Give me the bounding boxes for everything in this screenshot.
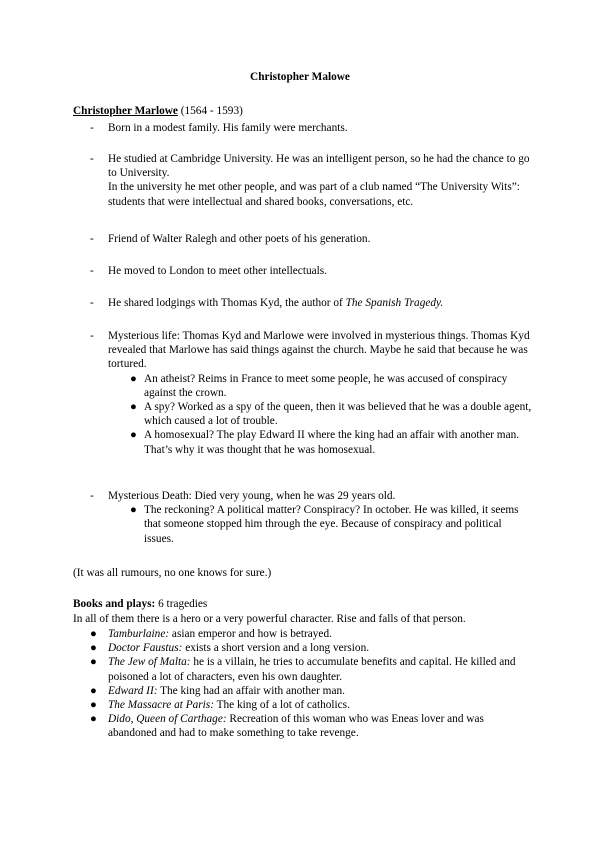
bullet-icon: ● — [130, 401, 137, 414]
rumours-note: (It was all rumours, no one knows for sure.) — [73, 567, 272, 579]
dash-marker: - — [90, 490, 94, 502]
books-intro: In all of them there is a hero or a very powerful character. Rise and falls of that person. — [73, 613, 466, 625]
list-item — [73, 232, 533, 246]
dash-marker: - — [90, 297, 94, 309]
sub-item-text: A spy? Worked as a spy of the queen, then it was believed that he was a double agent, which caused a lot of trouble. — [144, 401, 532, 428]
dash-marker: - — [90, 233, 94, 245]
item-text: Mysterious Death: Died very young, when he was 29 years old. — [108, 490, 396, 502]
book-desc: The king had an affair with another man. — [157, 684, 345, 697]
dash-marker: - — [90, 265, 94, 277]
page-title: Christopher Malowe — [250, 71, 350, 83]
bullet-icon: ● — [90, 656, 97, 669]
book-title: The Massacre at Paris: — [108, 699, 214, 712]
item-text — [108, 296, 533, 310]
author-name: Christopher Marlowe — [73, 105, 178, 117]
books-list — [73, 627, 533, 741]
item-text: Friend of Walter Ralegh and other poets of his generation. — [108, 233, 371, 245]
list-item — [73, 329, 533, 457]
book-desc: he is a villain, he tries to accumulate benefits and capital. He killed and poisoned a lot of characters, even his own daughter. — [108, 656, 516, 683]
item-text: He moved to London to meet other intellectuals. — [108, 265, 327, 277]
book-title: Edward II: — [108, 684, 158, 697]
book-desc: Recreation of this woman who was Eneas lover and was abandoned and had to make something to take revenge. — [108, 713, 484, 740]
dash-marker: - — [90, 153, 94, 165]
dash-marker: - — [90, 330, 94, 342]
item-text: He studied at Cambridge University. He was an intelligent person, so he had the chance to go to University. — [108, 153, 530, 180]
book-title: Dido, Queen of Carthage: — [108, 713, 227, 726]
sub-list-item — [108, 372, 533, 400]
list-item — [73, 489, 533, 546]
books-heading — [73, 597, 207, 611]
author-heading — [73, 104, 243, 118]
book-item — [73, 698, 533, 712]
item-text-prefix: He shared lodgings with Thomas Kyd, the author of — [108, 297, 346, 309]
list-item — [73, 264, 533, 278]
book-item — [73, 655, 533, 683]
list-item — [73, 152, 533, 209]
books-count: 6 tragedies — [158, 598, 208, 610]
item-text: In the university he met other people, and was part of a club named “The University Wits”: students that were intellectual and shared books, conversations, etc. — [108, 181, 520, 208]
book-title: Tamburlaine: — [108, 628, 170, 640]
item-text: Born in a modest family. His family were merchants. — [108, 122, 348, 134]
book-title: The Jew of Malta: — [108, 656, 191, 669]
book-desc: exists a short version and a long version. — [182, 642, 370, 655]
author-dates: (1564 - 1593) — [180, 105, 243, 117]
sub-item-text: The reckoning? A political matter? Conspiracy? In october. He was killed, it seems that someone stopped him through the eye. Because of conspiracy and political issues. — [144, 504, 519, 545]
book-item — [73, 712, 533, 740]
list-item — [73, 296, 533, 310]
book-desc: The king of a lot of catholics. — [213, 699, 350, 712]
book-title: The Spanish Tragedy. — [345, 297, 444, 309]
item-text: Mysterious life: Thomas Kyd and Marlowe were involved in mysterious things. Thomas Kyd revealed that Marlowe has said things against the church. Maybe he said that because he was tortured. — [108, 330, 530, 371]
sub-item-text: A homosexual? The play Edward II where the king had an affair with another man. That’s why it was thought that he was homosexual. — [144, 429, 520, 456]
sub-list — [108, 372, 533, 457]
bullet-icon: ● — [90, 684, 97, 697]
bullet-icon: ● — [90, 642, 97, 655]
sub-list-item — [108, 428, 533, 456]
bullet-icon: ● — [130, 504, 137, 517]
dash-marker: - — [90, 122, 94, 134]
sub-list-item — [108, 400, 533, 428]
bullet-icon: ● — [130, 372, 137, 385]
book-desc: asian emperor and how is betrayed. — [169, 628, 332, 640]
list-item — [73, 121, 533, 135]
book-item — [73, 627, 533, 641]
books-heading-label: Books and plays: — [73, 598, 156, 610]
bullet-icon: ● — [130, 429, 137, 442]
sub-item-text: An atheist? Reims in France to meet some people, he was accused of conspiracy against the crown. — [144, 372, 508, 399]
sub-list-item — [108, 503, 533, 546]
bullet-icon: ● — [90, 628, 97, 640]
bullet-icon: ● — [90, 713, 97, 726]
book-item — [73, 684, 533, 698]
sub-list — [108, 503, 533, 546]
book-item — [73, 641, 533, 655]
book-title: Doctor Faustus: — [108, 642, 183, 655]
bullet-icon: ● — [90, 699, 97, 712]
